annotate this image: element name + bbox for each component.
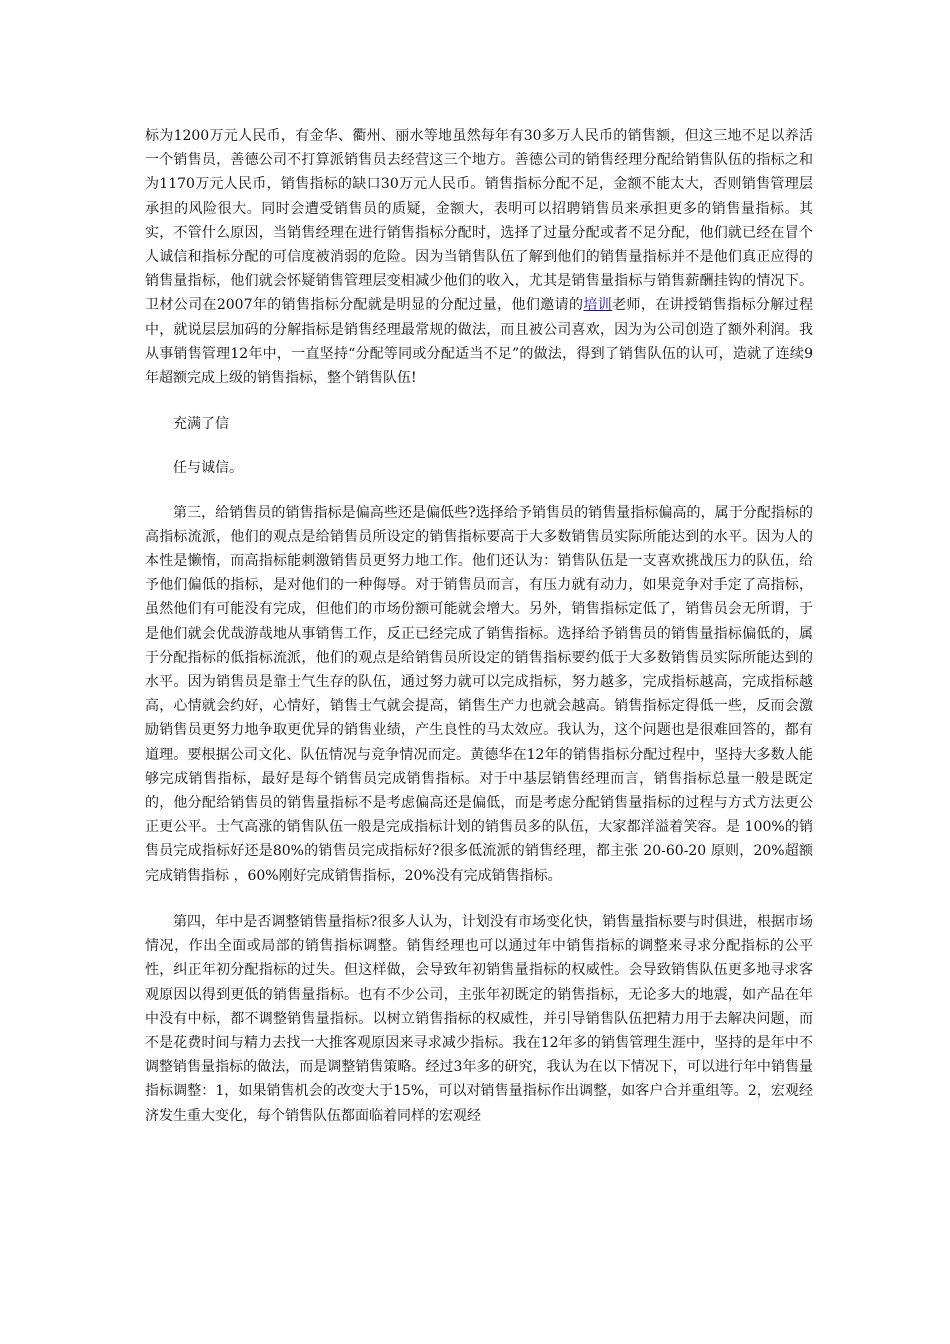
paragraph-text: 老师，在讲授销售指标分解过程中，就说层层加码的分解指标是销售经理最常规的做法，而且被公司喜欢，因为为公司创造了额外利润。我从事销售管理12年中，一直坚持“分配等同或分配适当不足”的做法，得到了销售队伍的认可，造就了连续9年超额完成上级的销售指标，整个销售队伍! [145,297,814,387]
paragraph-fourth-point: 第四，年中是否调整销售量指标?很多人认为，计划没有市场变化快，销售量指标要与时俱进，根据市场情况，作出全面或局部的销售指标调整。销售经理也可以通过年中销售指标的调整来寻求分配指标的公平性，纠正年初分配指标的过失。但这样做，会导致年初销售量指标的权威性。会导致销售队伍更多地寻求客观原因以得到更低的销售量指标。也有不少公司，主张年初既定的销售指标，无论多大的地震，如产品在年中没有中标，都不调整销售量指标。以树立销售指标的权威性，并引导销售队伍把精力用于去解决问题，而不是花费时间与精力去找一大推客观原因来寻求减少指标。我在12年多的销售管理生涯中，坚持的是年中不调整销售量指标的做法，而是调整销售策略。经过3年多的研究，我认为在以下情况下，可以进行年中销售量指标调整：1，如果销售机会的改变大于15%，可以对销售量指标作出调整，如客户合并重组等。2，宏观经济发生重大变化，每个销售队伍都面临着同样的宏观经 [145,913,813,1124]
document-page [145,124,813,1128]
training-link[interactable]: 培训 [583,297,613,314]
paragraph-trust-line-2: 任与诚信。 [173,460,243,477]
paragraph-third-point: 第三，给销售员的销售指标是偏高些还是偏低些?选择给予销售员的销售量指标偏高的，属于分配指标的高指标流派，他们的观点是给销售员所设定的销售指标要高于大多数销售员实际所能达到的水平。因为人的本性是懒惰，而高指标能刺激销售员更努力地工作。他们还认为：销售队伍是一支喜欢挑战压力的队伍，给予他们偏低的指标，是对他们的一种侮辱。对于销售员而言，有压力就有动力，如果竞争对手定了高指标，虽然他们有可能没有完成，但他们的市场份额可能就会增大。另外，销售指标定低了，销售员会无所谓，于是他们就会优哉游哉地从事销售工作，反正已经完成了销售指标。选择给予销售员的销售量指标偏低的，属于分配指标的低指标流派，他们的观点是给销售员所设定的销售指标要约低于大多数销售员实际所能达到的水平。因为销售员是靠士气生存的队伍，通过努力就可以完成指标，努力越多，完成指标越高，完成指标越高，心情就会约好，心情好，销售士气就会提高，销售生产力也就会越高。销售指标定得低一些，反而会激励销售员更努力地争取更优异的销售业绩，产生良性的马太效应。我认为，这个问题也是很难回答的，都有道理。要根据公司文化、队伍情况与竞争情况而定。黄德华在12年的销售指标分配过程中，坚持大多数人能够完成销售指标，最好是每个销售员完成销售指标。对于中基层销售经理而言，销售指标总量一般是既定的，他分配给销售员的销售量指标不是考虑偏高还是偏低，而是考虑分配销售量指标的过程与方式方法更公正更公平。士气高涨的销售队伍一般是完成指标计划的销售员多的队伍，大家都洋溢着笑容。是 100%的销售员完成指标好还是80%的销售员完成指标好?很多低流派的销售经理，都主张 20-60-20 原则，20%超额完成销售指标 ，60%刚好完成销售指标，20%没有完成销售指标。 [145,504,813,884]
paragraph-text: 标为1200万元人民币，有金华、衢州、丽水等地虽然每年有30多万人民币的销售额，但这三地不足以养活一个销售员，善德公司不打算派销售员去经营这三个地方。善德公司的销售经理分配给销售队伍的指标之和为1170万元人民币，销售指标的缺口30万元人民币。销售指标分配不足，金额不能太大，否则销售管理层承担的风险很大。同时会遭受销售员的质疑，金额大，表明可以招聘销售员来承担更多的销售量指标。其实，不管什么原因，当销售经理在进行销售指标分配时，选择了过量分配或者不足分配，他们就已经在冒个人诚信和指标分配的可信度被消弱的危险。因为当销售队伍了解到他们的销售量指标并不是他们真正应得的销售量指标，他们就会怀疑销售管理层变相减少他们的收入，尤其是销售量指标与销售薪酬挂钩的情况下。卫材公司在2007年的销售指标分配就是明显的分配过量，他们邀请的 [145,128,813,314]
paragraph-trust-line-1: 充满了信 [173,416,229,433]
paragraph-quota-allocation [145,124,813,390]
